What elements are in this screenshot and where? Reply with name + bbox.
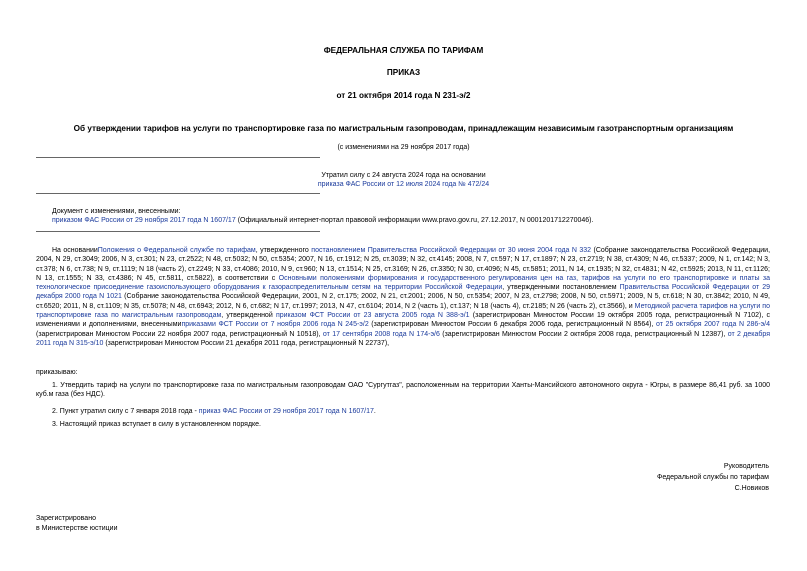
link-fst-regulation[interactable]: Положения о Федеральной службе по тарифам bbox=[97, 247, 256, 254]
order-item-2 bbox=[52, 407, 376, 416]
preamble-text: (Собрание законодательства Российской Федерации, 2004, N 29, ст.3049; 2006, N 3, ст.301; N 23, ст.2522; N 48, ст.5032; N 50, ст.5354; 2007, N 16, ст.1912; N 25, ст.3039; N 32, ст.4145; 2008, N 7, ст.597; N 17, ст.1897; N 23, ст.2719; N 38, ст.4309; N 46, ст.5337; 2009, N 1, ст.142; N 3, ст.378; N 6, ст.738; N 9, ст.1119; N 18 (часть 2), ст.2249; N 33, ст.4086; 2010, N 9, ст.960; N 13, ст.1514; N 25, ст.3169; N 26, ст.3350; N 30, ст.4096; N 45, ст.5851; 2011, N 14, ст.1935; N 32, ст.4831; N 42, ст.5925; 2013, N 11, ст.1126; N 13, ст.1555; N 33, ст.4386; N 45, ст.5811, ст.5822), в соответствии с bbox=[36, 247, 771, 282]
preamble-text: , утвержденного bbox=[255, 247, 309, 254]
signature-position: Руководитель bbox=[723, 463, 769, 470]
changes-link[interactable]: приказом ФАС России от 29 ноября 2017 года N 1607/17 bbox=[52, 217, 236, 224]
preamble-text: (Собрание законодательства Российской Федерации, 2001, N 2, ст.175; 2002, N 21, ст.2001; 2006, N 50, ст.5354; 2007, N 23, ст.2798; 2008, N 50, ст.5971; 2009, N 5, ст.618; N 30, ст.3842; 2010, N 49, ст.6520; 2011, N 8, ст.1109; N 35, ст.5078; N 48, ст.6943; 2012, N 6, ст.682; N 17, ст.1997; 2013, N 47, ст.6104; 2014, N 2 (часть 1), ст.137; N 18 (часть 4), ст.2185; N 26 (часть 2), ст.3566), и bbox=[36, 293, 770, 310]
signature-name: С.Новиков bbox=[734, 485, 769, 492]
link-government-decree-1021[interactable]: Правительства Российской Федерации от 29 декабря 2000 года N 1021 bbox=[36, 284, 770, 301]
agency-name: ФЕДЕРАЛЬНАЯ СЛУЖБА ПО ТАРИФАМ bbox=[323, 46, 484, 55]
link-government-decree-332[interactable]: постановлением Правительства Российской Федерации от 30 июня 2004 года N 332 bbox=[311, 247, 592, 254]
preamble-paragraph bbox=[36, 246, 770, 348]
document-type: ПРИКАЗ bbox=[386, 68, 421, 77]
divider bbox=[36, 193, 320, 194]
divider bbox=[36, 231, 320, 232]
signature-agency: Федеральной службы по тарифам bbox=[657, 474, 769, 481]
preamble-text: (зарегистрирован Минюстом России 21 декабря 2011 года, регистрационный N 22737), bbox=[105, 339, 390, 347]
order-item-3: 3. Настоящий приказ вступает в силу в установленном порядке. bbox=[52, 421, 262, 428]
preamble-text: (зарегистрирован Минюстом России 2 октября 2008 года, регистрационный N 12387), bbox=[442, 330, 726, 338]
preamble-text: На основании bbox=[52, 247, 98, 254]
link-fst-order-245[interactable]: приказами ФСТ России от 7 ноября 2006 года N 245-э/2 bbox=[181, 321, 369, 329]
changes-line bbox=[52, 216, 772, 225]
preamble-text: (зарегистрирован Минюстом России 22 ноября 2007 года, регистрационный N 10518), bbox=[36, 330, 321, 338]
changes-source: (Официальный интернет-портал правовой информации www.pravo.gov.ru, 27.12.2017, N 0001201712270046). bbox=[237, 217, 594, 224]
link-fst-order-388[interactable]: приказом ФСТ России от 23 августа 2005 года N 388-э/1 bbox=[275, 312, 470, 320]
document-title: Об утверждении тарифов на услуги по транспортировке газа по магистральным газопроводам, принадлежащим независимым газотранспортным организациям bbox=[73, 124, 734, 133]
preamble-text: , утвержденными постановлением bbox=[502, 284, 617, 292]
order-word: приказываю: bbox=[36, 369, 78, 376]
link-fst-order-174[interactable]: от 17 сентября 2008 года N 174-э/6 bbox=[322, 330, 440, 338]
link-methodology[interactable]: Методикой расчета тарифов на услуги по транспортировке газа по магистральным газопроводам bbox=[36, 302, 770, 320]
link-fst-order-315[interactable]: от 2 декабря 2011 года N 315-э/10 bbox=[36, 330, 771, 347]
lost-force-text: Утратил силу с 24 августа 2024 года на основании bbox=[321, 172, 486, 179]
registration-line-2: в Министерстве юстиции bbox=[36, 525, 118, 532]
order-item-1: 1. Утвердить тариф на услуги по транспортировке газа по магистральным газопроводам ОАО "Сургутгаз", расположенным на территории Ханты-Мансийского автономного округа - Югры, в размере 86,41 руб. за 1000 куб.м газа (без НДС). bbox=[36, 382, 770, 399]
link-fst-order-286[interactable]: от 25 октября 2007 года N 286-э/4 bbox=[656, 321, 771, 329]
document-date: от 21 октября 2014 года N 231-э/2 bbox=[336, 91, 471, 100]
preamble-text: (зарегистрирован Минюстом России 19 октября 2005 года, регистрационный N 7102), с изменениями и дополнениями, внесенными bbox=[36, 312, 770, 329]
lost-force-link[interactable]: приказа ФАС России от 12 июля 2024 года № 472/24 bbox=[317, 181, 490, 188]
divider bbox=[36, 157, 320, 158]
order-item-2-end: . bbox=[373, 408, 376, 415]
preamble-text: , утвержденной bbox=[221, 312, 273, 320]
preamble-text: (зарегистрирован Минюстом России 6 декабря 2006 года, регистрационный N 8564), bbox=[371, 321, 654, 329]
revision-note: (с изменениями на 29 ноября 2017 года) bbox=[337, 144, 470, 151]
link-basic-provisions[interactable]: Основными положениями формирования и государственного регулирования цен на газ, тарифов на услуги по его транспортировке и платы за технологическое присоединение газоиспользующего оборудования к газораспределительным сетям на территории Российской Федерации bbox=[36, 274, 771, 292]
order-item-2-text: 2. Пункт утратил силу с 7 января 2018 года - bbox=[52, 408, 197, 415]
order-item-2-link[interactable]: приказ ФАС России от 29 ноября 2017 года N 1607/17 bbox=[198, 408, 374, 415]
registration-line-1: Зарегистрировано bbox=[36, 515, 96, 522]
changes-label: Документ с изменениями, внесенными: bbox=[52, 208, 181, 215]
